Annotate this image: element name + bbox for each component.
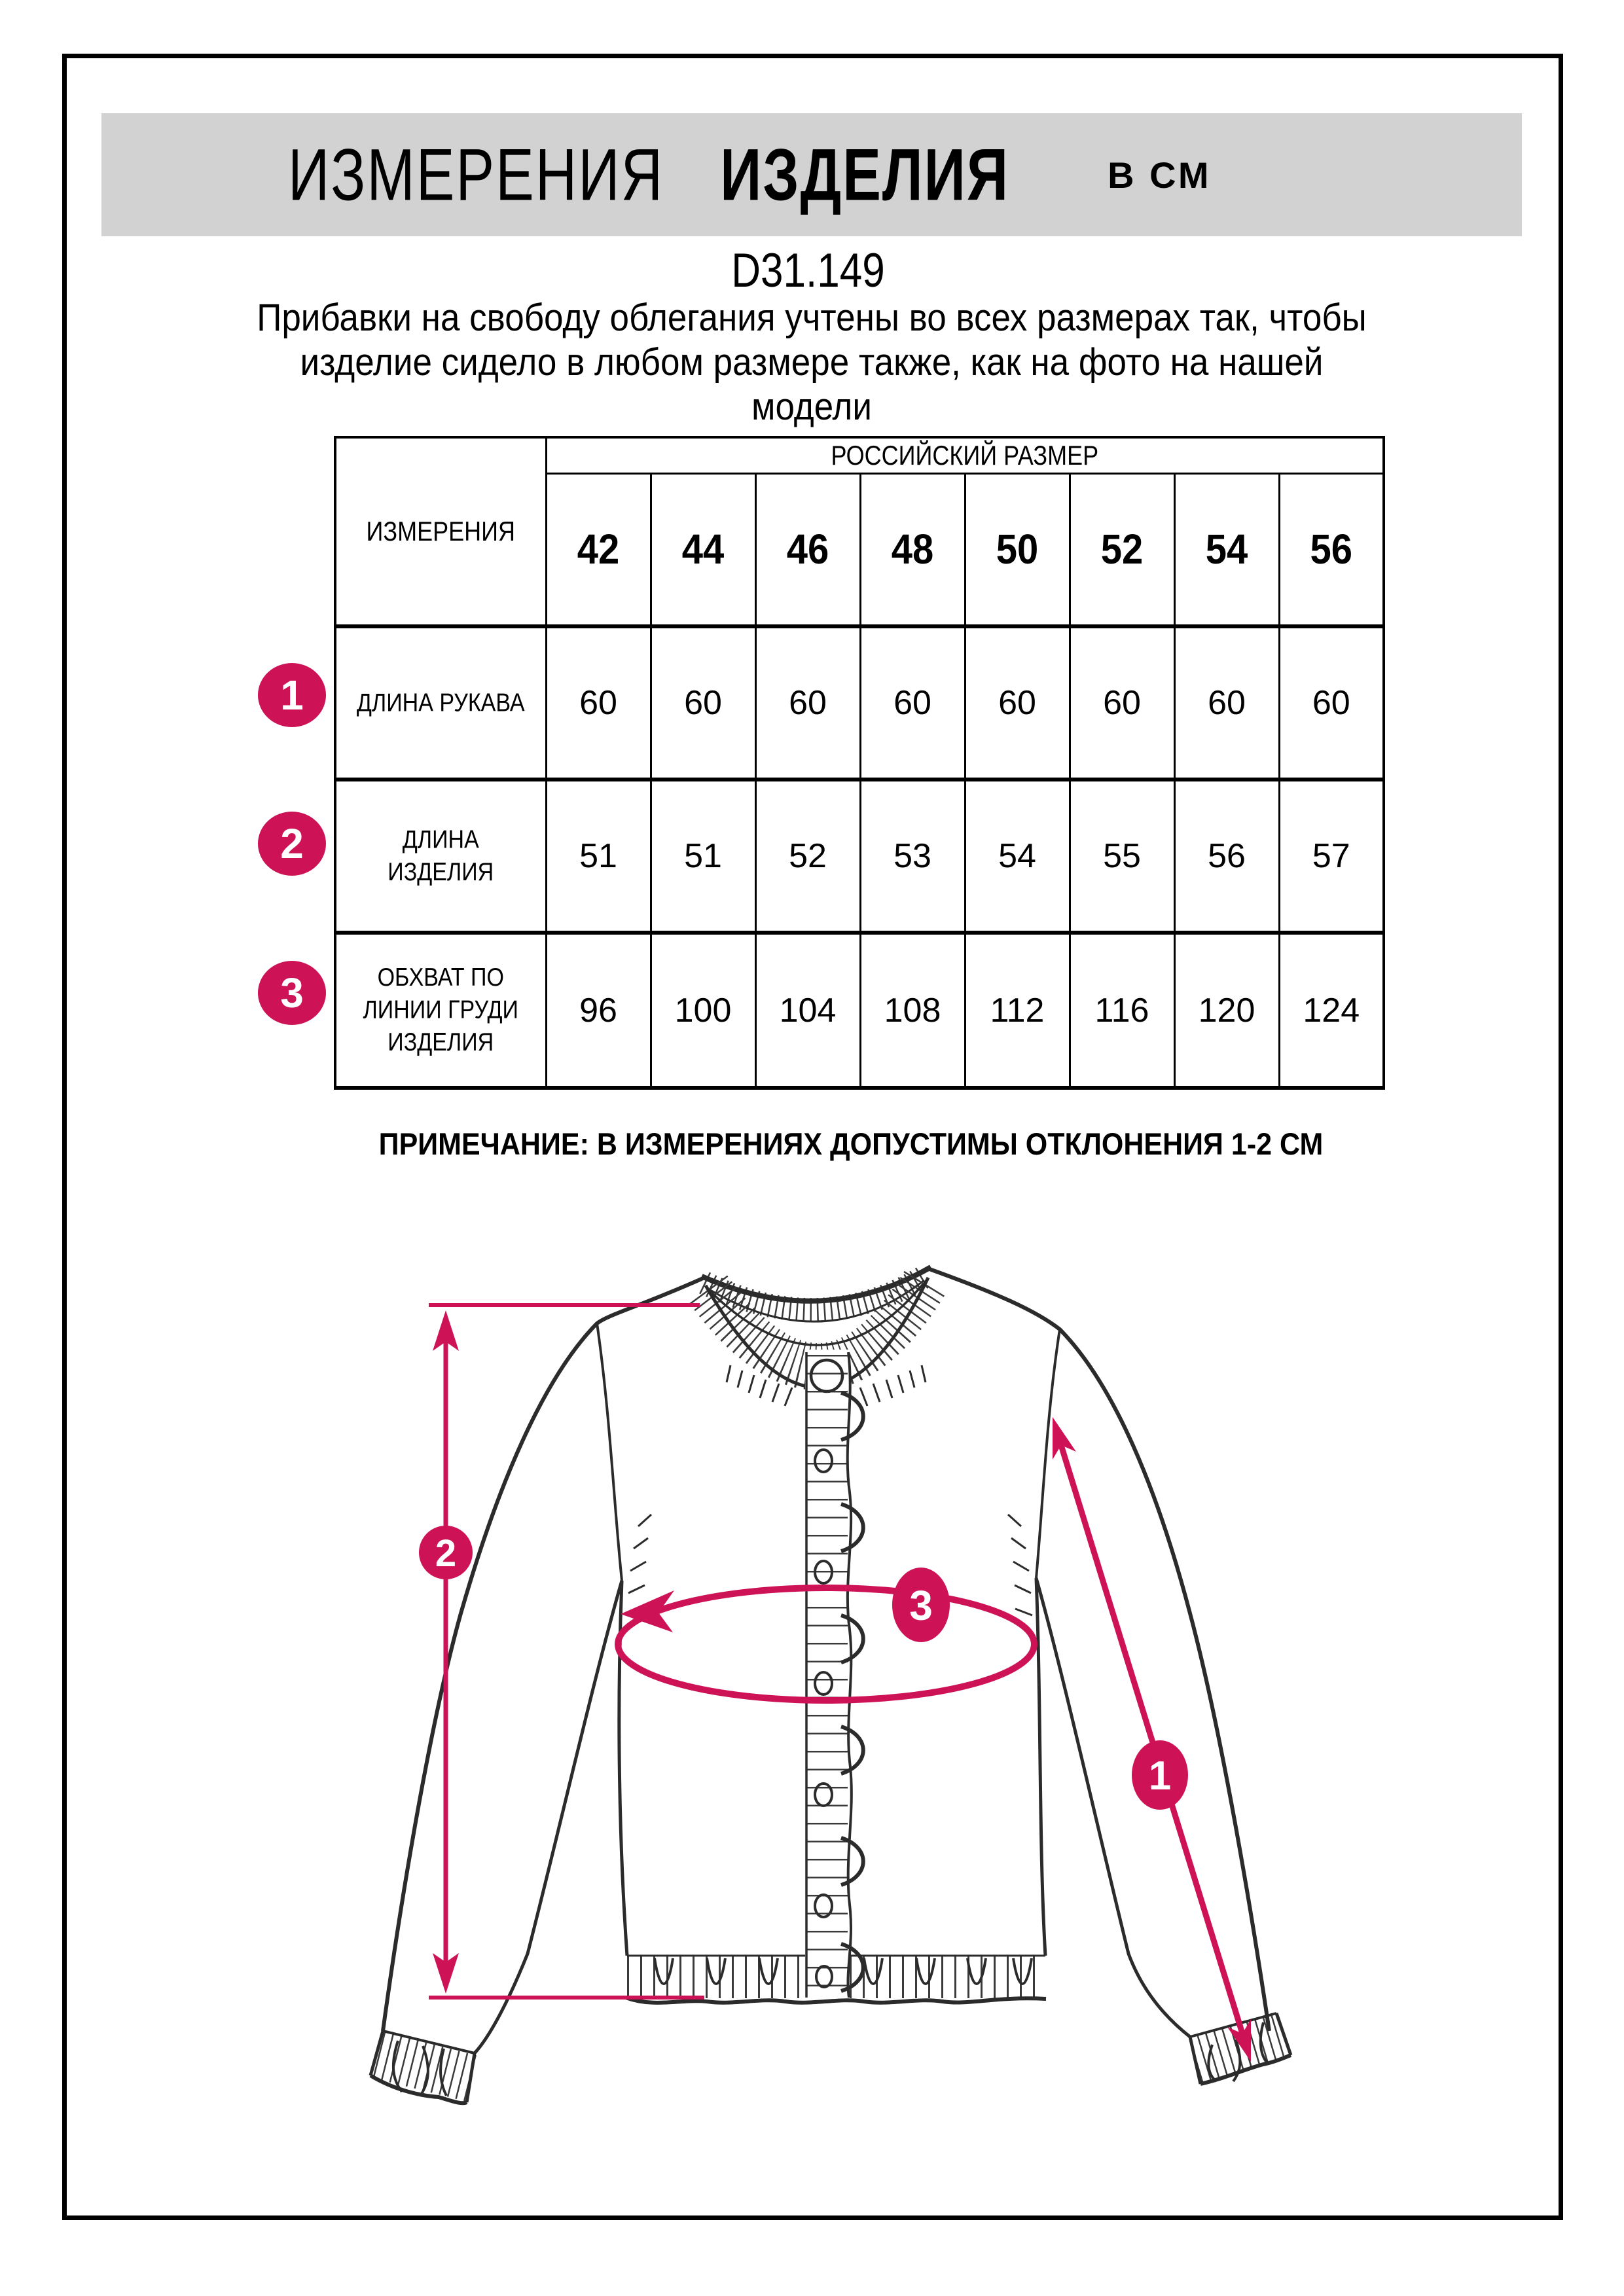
- fit-description-line: Прибавки на свободу облегания учтены во всех размерах так, чтобы: [257, 296, 1367, 339]
- page-title-measurements: ИЗМЕРЕНИЯ: [288, 133, 664, 216]
- value-cell: 60: [1174, 626, 1279, 780]
- table-corner-cell: [335, 437, 546, 626]
- size-cell: [651, 474, 755, 627]
- size-cell: [546, 474, 651, 627]
- value-cell: 56: [1174, 780, 1279, 933]
- value-cell: 108: [860, 933, 965, 1088]
- value-cell: 54: [965, 780, 1070, 933]
- size-54: 54: [1205, 526, 1248, 573]
- row-label: ИЗДЕЛИЯ: [388, 857, 494, 886]
- size-cell: [1070, 474, 1174, 627]
- sleeve-arrow-shaft: [1061, 1445, 1242, 2034]
- row-label: ДЛИНА: [402, 825, 479, 854]
- corner-label: ИЗМЕРЕНИЯ: [366, 515, 515, 547]
- row-label: ОБХВАТ ПО: [377, 963, 504, 992]
- garment-diagram: [353, 1224, 1309, 2166]
- size-56: 56: [1310, 526, 1353, 573]
- value-cell: 116: [1070, 933, 1174, 1088]
- row-label-cell: [335, 780, 546, 933]
- row-label: ЛИНИИ ГРУДИ: [363, 996, 518, 1024]
- value-cell: 60: [965, 626, 1070, 780]
- row-label: ИЗДЕЛИЯ: [388, 1028, 494, 1057]
- value-cell: 60: [1279, 626, 1384, 780]
- measure-badge-1: 1: [258, 663, 326, 727]
- diagram-badge-1-label: 1: [1148, 1753, 1172, 1799]
- header-banner: [101, 113, 1522, 236]
- size-42: 42: [577, 526, 620, 573]
- row-label-cell: [335, 626, 546, 780]
- measure-badge-2: 2: [258, 812, 326, 876]
- left-cuff: [370, 2031, 475, 2103]
- size-cell: [755, 474, 860, 627]
- size-48: 48: [891, 526, 934, 573]
- value-cell: 60: [1070, 626, 1174, 780]
- units-label: В СМ: [1108, 154, 1212, 196]
- measure-badge-3: 3: [258, 961, 326, 1025]
- value-cell: 55: [1070, 780, 1174, 933]
- article-number: D31.149: [731, 244, 885, 298]
- diagram-badge-2-label: 2: [435, 1532, 457, 1575]
- value-cell: 60: [651, 626, 755, 780]
- size-52: 52: [1100, 526, 1144, 573]
- value-cell: 51: [651, 780, 755, 933]
- page-title-product: ИЗДЕЛИЯ: [720, 133, 1010, 216]
- fit-description-line: изделие сидело в любом размере также, как на фото на нашей: [300, 341, 1324, 384]
- row-label-cell: [335, 933, 546, 1088]
- value-cell: 120: [1174, 933, 1279, 1088]
- size-46: 46: [786, 526, 829, 573]
- size-cell: [965, 474, 1070, 627]
- size-cell: [1174, 474, 1279, 627]
- russian-size-header-cell: [546, 437, 1384, 474]
- value-cell: 52: [755, 780, 860, 933]
- size-50: 50: [996, 526, 1039, 573]
- row-label: ДЛИНА РУКАВА: [356, 688, 525, 717]
- size-cell: [1279, 474, 1384, 627]
- diagram-badge-3-label: 3: [909, 1582, 933, 1629]
- group-header-label: РОССИЙСКИЙ РАЗМЕР: [831, 439, 1099, 471]
- size-table: [334, 436, 1385, 1090]
- value-cell: 57: [1279, 780, 1384, 933]
- value-cell: 60: [546, 626, 651, 780]
- size-44: 44: [681, 526, 725, 573]
- header-title-row: [288, 133, 1212, 216]
- tolerance-note: ПРИМЕЧАНИЕ: В ИЗМЕРЕНИЯХ ДОПУСТИМЫ ОТКЛОНЕНИЯ 1-2 СМ: [378, 1127, 1324, 1162]
- table-row-sleeve-length: [335, 626, 1384, 780]
- table-row-product-length: [335, 780, 1384, 933]
- value-cell: 124: [1279, 933, 1384, 1088]
- value-cell: 100: [651, 933, 755, 1088]
- value-cell: 51: [546, 780, 651, 933]
- fit-description-line: модели: [751, 386, 872, 429]
- value-cell: 53: [860, 780, 965, 933]
- value-cell: 96: [546, 933, 651, 1088]
- value-cell: 104: [755, 933, 860, 1088]
- value-cell: 60: [860, 626, 965, 780]
- button-placket: [805, 1350, 863, 2001]
- value-cell: 112: [965, 933, 1070, 1088]
- table-row-chest-girth: [335, 933, 1384, 1088]
- fit-description: [157, 296, 1466, 430]
- size-cell: [860, 474, 965, 627]
- value-cell: 60: [755, 626, 860, 780]
